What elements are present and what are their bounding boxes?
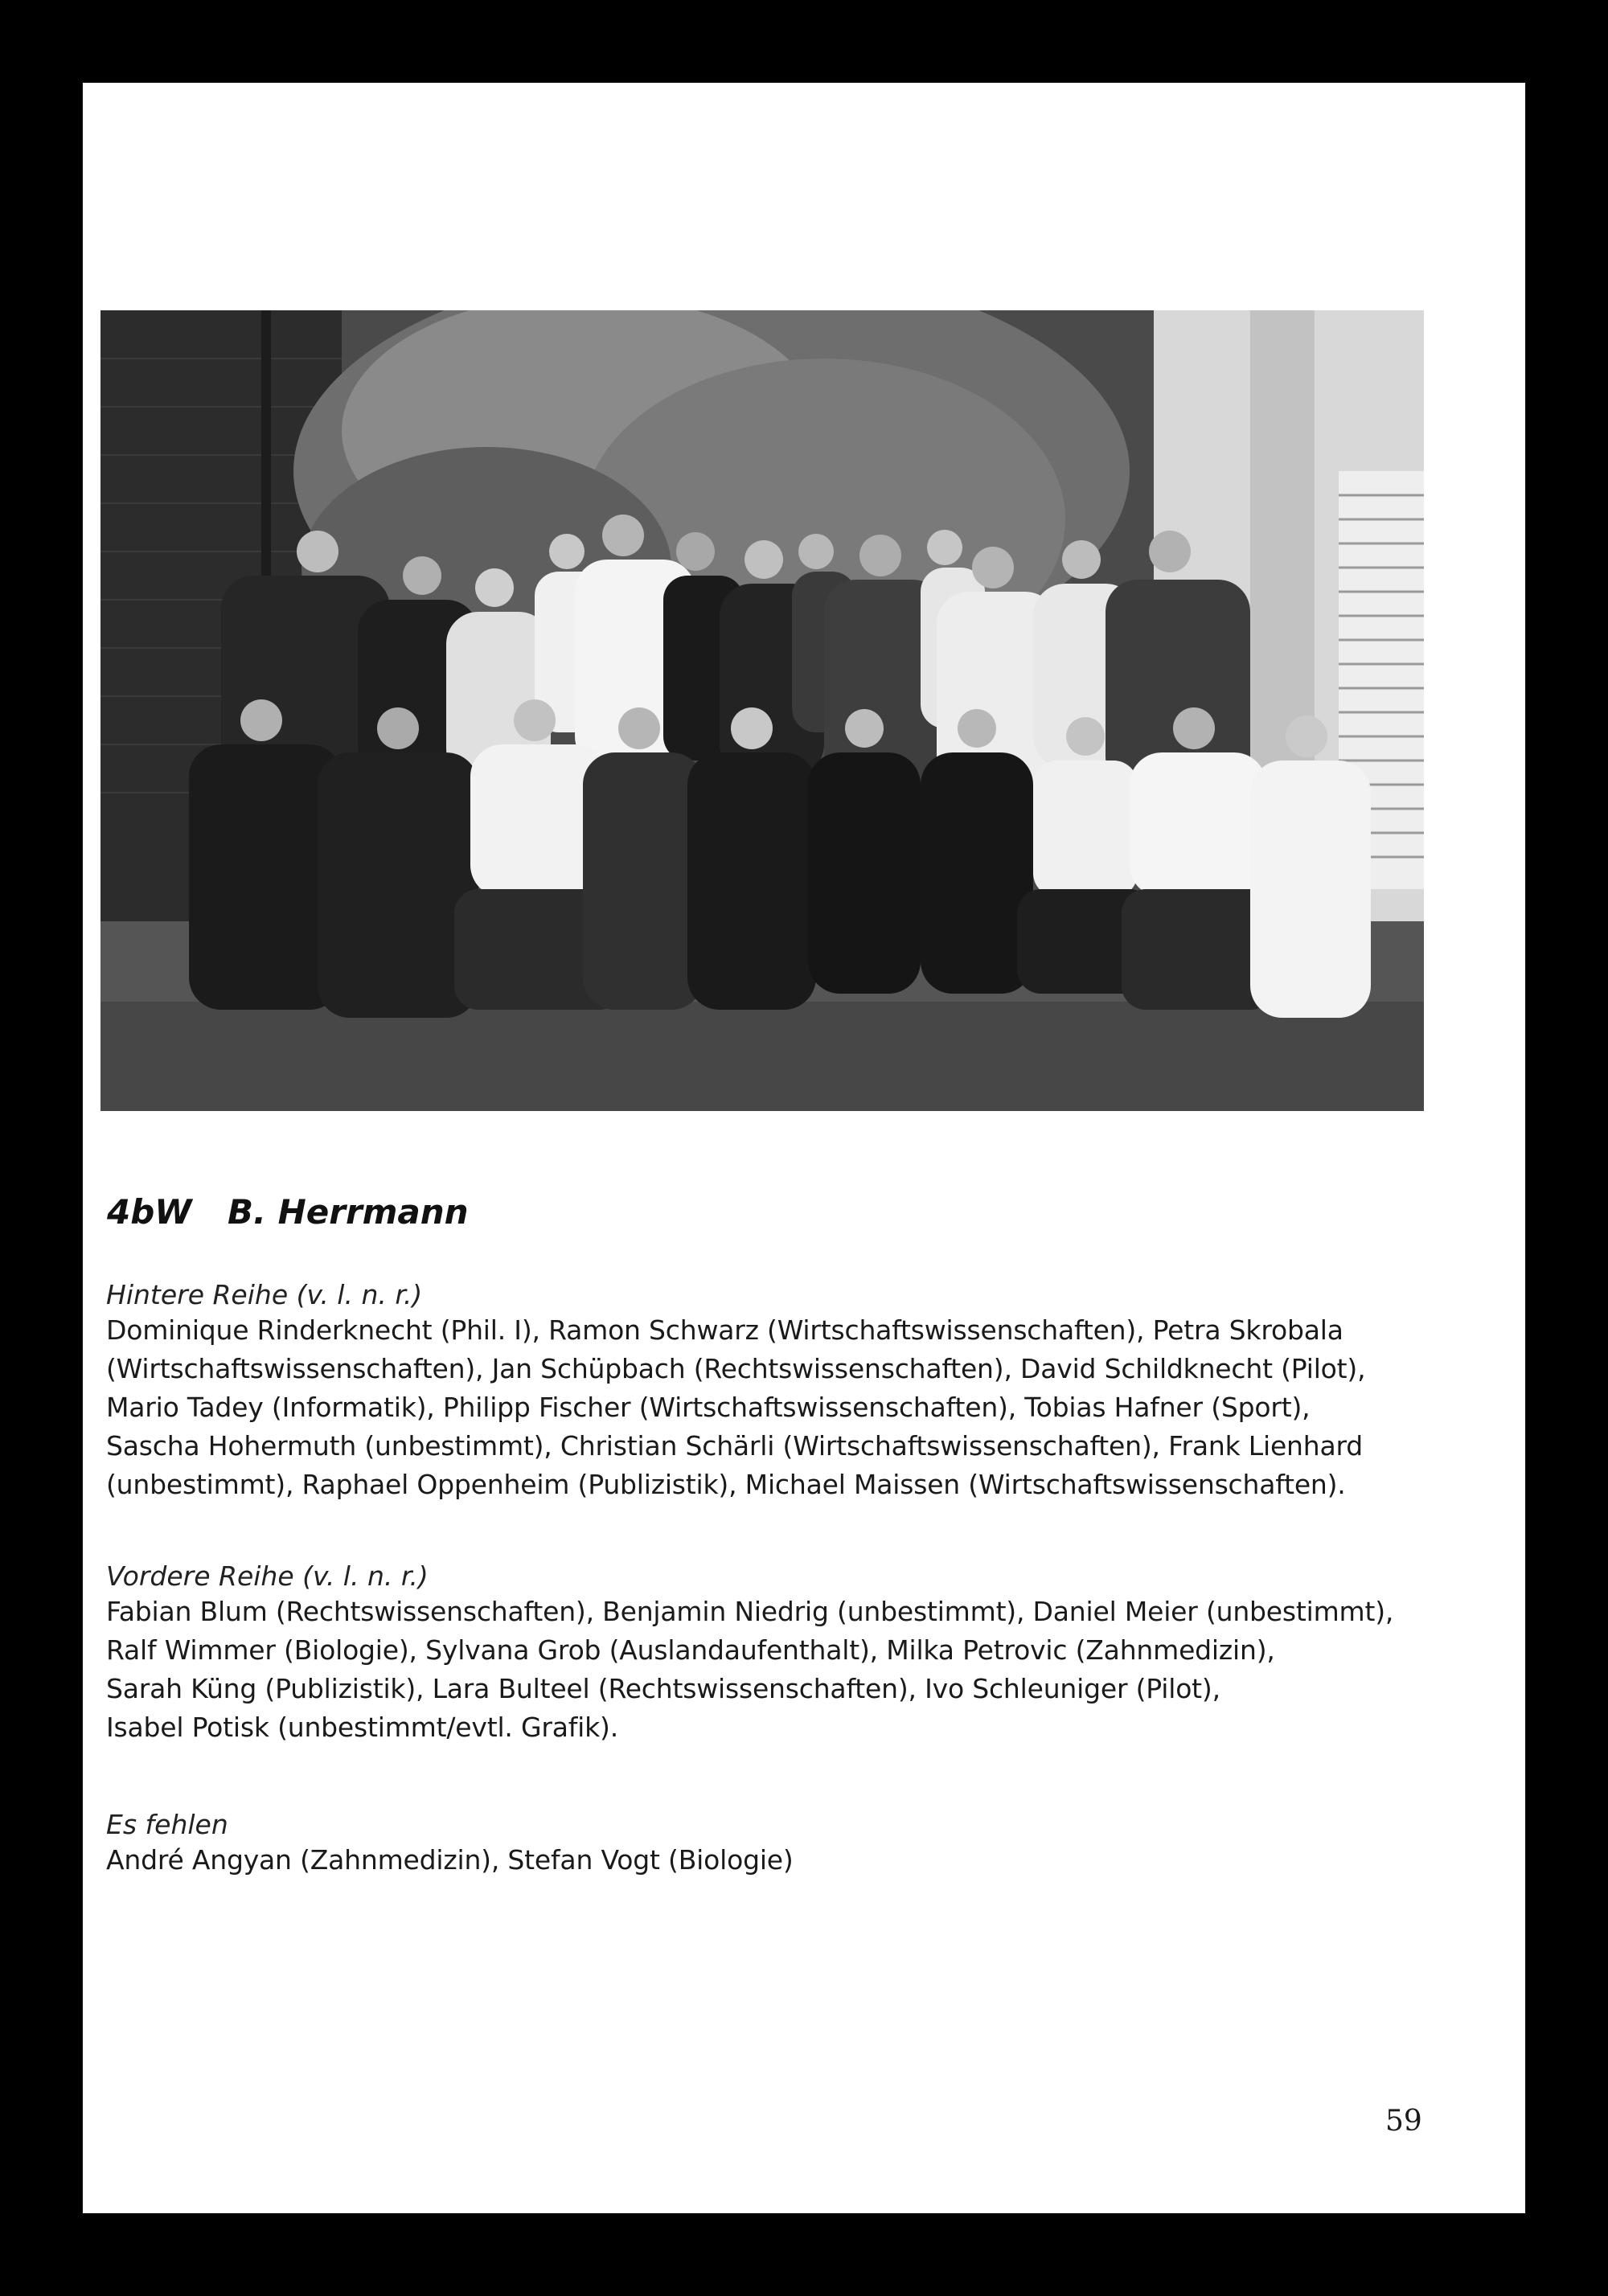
missing-section <box>106 1809 1425 1880</box>
front-row-line: Ralf Wimmer (Biologie), Sylvana Grob (Auslandaufenthalt), Milka Petrovic (Zahnmedizin), <box>106 1634 1275 1666</box>
back-row-line: Mario Tadey (Informatik), Philipp Fischer (Wirtschaftswissenschaften), Tobias Hafner (Sport), <box>106 1392 1311 1423</box>
class-heading <box>107 1192 469 1232</box>
front-row-line: Fabian Blum (Rechtswissenschaften), Benjamin Niedrig (unbestimmt), Daniel Meier (unbestimmt), <box>106 1596 1394 1627</box>
missing-label: Es fehlen <box>106 1809 228 1840</box>
front-row-names <box>106 1593 1425 1747</box>
back-row-line: Dominique Rinderknecht (Phil. I), Ramon Schwarz (Wirtschaftswissenschaften), Petra Skrobala <box>106 1314 1343 1346</box>
front-row-line: Isabel Potisk (unbestimmt/evtl. Grafik). <box>106 1712 619 1743</box>
back-row-line: (Wirtschaftswissenschaften), Jan Schüpbach (Rechtswissenschaften), David Schildknecht (Pilot), <box>106 1353 1366 1384</box>
back-row-names <box>106 1311 1425 1504</box>
back-row-line: Sascha Hohermuth (unbestimmt), Christian Schärli (Wirtschaftswissenschaften), Frank Lienhard <box>106 1430 1364 1462</box>
missing-line: André Angyan (Zahnmedizin), Stefan Vogt (Biologie) <box>106 1844 794 1876</box>
page-number: 59 <box>1385 2105 1422 2138</box>
page <box>82 82 1526 2214</box>
back-row-section <box>106 1279 1425 1504</box>
front-row-label: Vordere Reihe (v. l. n. r.) <box>106 1560 429 1592</box>
class-teacher: B. Herrmann <box>228 1192 469 1232</box>
class-code: 4bW <box>107 1192 192 1232</box>
missing-names <box>106 1841 1425 1880</box>
class-group-photo <box>100 310 1424 1111</box>
front-row-line: Sarah Küng (Publizistik), Lara Bulteel (Rechtswissenschaften), Ivo Schleuniger (Pilot), <box>106 1673 1220 1704</box>
back-row-label: Hintere Reihe (v. l. n. r.) <box>106 1279 423 1310</box>
front-row-section <box>106 1560 1425 1747</box>
back-row-line: (unbestimmt), Raphael Oppenheim (Publizistik), Michael Maissen (Wirtschaftswissenschaften). <box>106 1469 1346 1500</box>
